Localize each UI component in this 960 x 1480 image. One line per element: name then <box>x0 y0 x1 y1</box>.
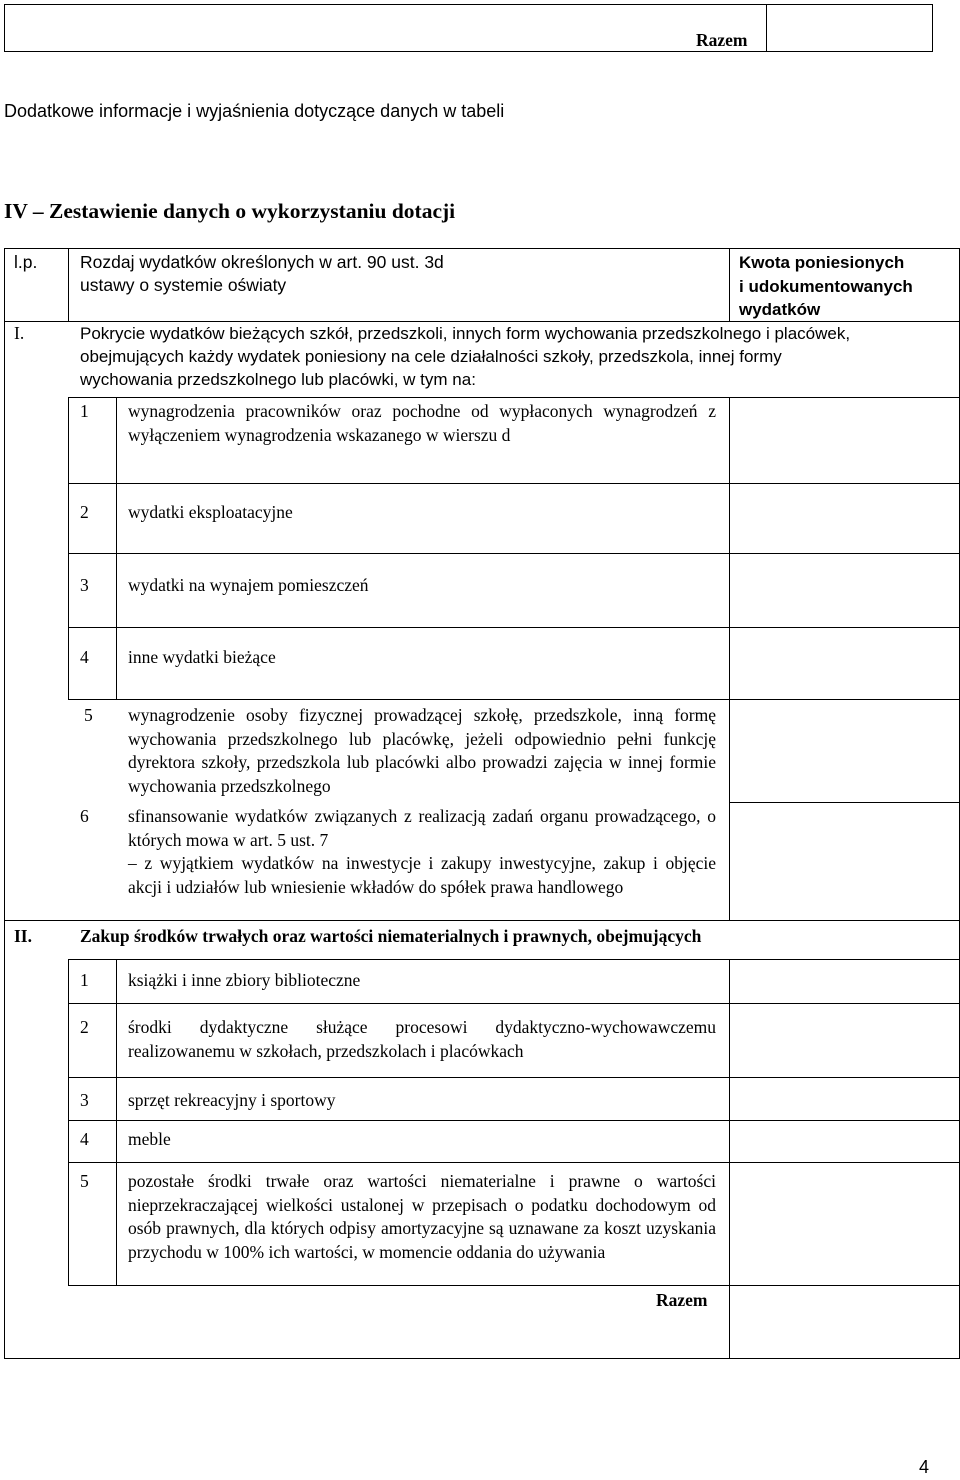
item-i4-text: inne wydatki bieżące <box>128 647 276 667</box>
item-i3-text: wydatki na wynajem pomieszczeń <box>128 575 369 595</box>
section-ii-numeral: II. <box>14 926 32 946</box>
page-number: 4 <box>919 1457 930 1477</box>
section-i-line2: obejmujących każdy wydatek poniesiony na cele działalności szkoły, przedszkola, innej formy <box>80 347 782 366</box>
item-ii3-text: sprzęt rekreacyjny i sportowy <box>128 1090 336 1110</box>
item-i2-number: 2 <box>80 502 89 522</box>
header-category-line2: ustawy o systemie oświaty <box>80 275 287 295</box>
section-i-line3: wychowania przedszkolnego lub placówki, w tym na: <box>80 370 476 389</box>
top-total-label: Razem <box>696 30 748 50</box>
item-ii5-text: pozostałe środki trwałe oraz wartości niematerialne i prawne o wartości nieprzekraczającej wielkości ustalonej w przepisach o podatku dochodowym od osób prawnych, dla których odpisy amortyzacyjne są uznawane za koszt uzyskania przychodu w 100% ich wartości, w momencie oddania do używania <box>128 1171 716 1262</box>
item-i1-number: 1 <box>80 401 89 421</box>
section-ii-title: Zakup środków trwałych oraz wartości niematerialnych i prawnych, obejmujących <box>80 926 702 946</box>
item-i4-number: 4 <box>80 647 89 667</box>
item-i6-number: 6 <box>80 806 89 826</box>
section-title: IV – Zestawienie danych o wykorzystaniu dotacji <box>4 199 456 223</box>
item-ii3-number: 3 <box>80 1090 89 1110</box>
header-amount: Kwota poniesionych i udokumentowanych wydatków <box>739 253 913 319</box>
info-line: Dodatkowe informacje i wyjaśnienia dotyczące danych w tabeli <box>4 101 505 121</box>
section-i-numeral: I. <box>14 323 25 343</box>
item-i5-number: 5 <box>84 705 93 725</box>
item-i1-text: wynagrodzenia pracowników oraz pochodne od wypłaconych wynagrodzeń z wyłączeniem wynagrodzenia wskazanego w wierszu d <box>128 401 716 445</box>
item-i3-number: 3 <box>80 575 89 595</box>
item-ii1-text: książki i inne zbiory biblioteczne <box>128 970 361 990</box>
item-ii1-number: 1 <box>80 970 89 990</box>
section-i-line1: Pokrycie wydatków bieżących szkół, przedszkoli, innych form wychowania przedszkolnego i placówek, <box>80 324 851 343</box>
item-ii4-text: meble <box>128 1129 171 1149</box>
item-i5-text: wynagrodzenie osoby fizycznej prowadzącej szkołę, przedszkole, inną formę wychowania przedszkolnego lub placówkę, jeżeli odpowiednio pełni funkcję dyrektora szkoły, przedszkola lub placówki albo prowadzi zajęcia w innej formie wychowania przedszkolnego <box>128 705 716 796</box>
item-ii5-number: 5 <box>80 1171 89 1191</box>
item-i6-text: sfinansowanie wydatków związanych z realizacją zadań organu prowadzącego, o których mowa w art. 5 ust. 7 <box>128 806 716 850</box>
item-i2-text: wydatki eksploatacyjne <box>128 502 293 522</box>
item-ii4-number: 4 <box>80 1129 89 1149</box>
header-lp: l.p. <box>14 252 38 272</box>
item-ii2-text: środki dydaktyczne służące procesowi dydaktyczno-wychowawczemu realizowanemu w szkołach, przedszkolach i placówkach <box>128 1017 716 1061</box>
item-ii2-number: 2 <box>80 1017 89 1037</box>
item-i6-text-continued: – z wyjątkiem wydatków na inwestycje i zakupy inwestycyjne, zakup i objęcie akcji i udziałów lub wniesienie wkładów do spółek prawa handlowego <box>128 853 716 897</box>
section-ii-total-label: Razem <box>656 1290 708 1310</box>
header-category-line1: Rozdaj wydatków określonych w art. 90 ust. 3d <box>80 252 444 272</box>
